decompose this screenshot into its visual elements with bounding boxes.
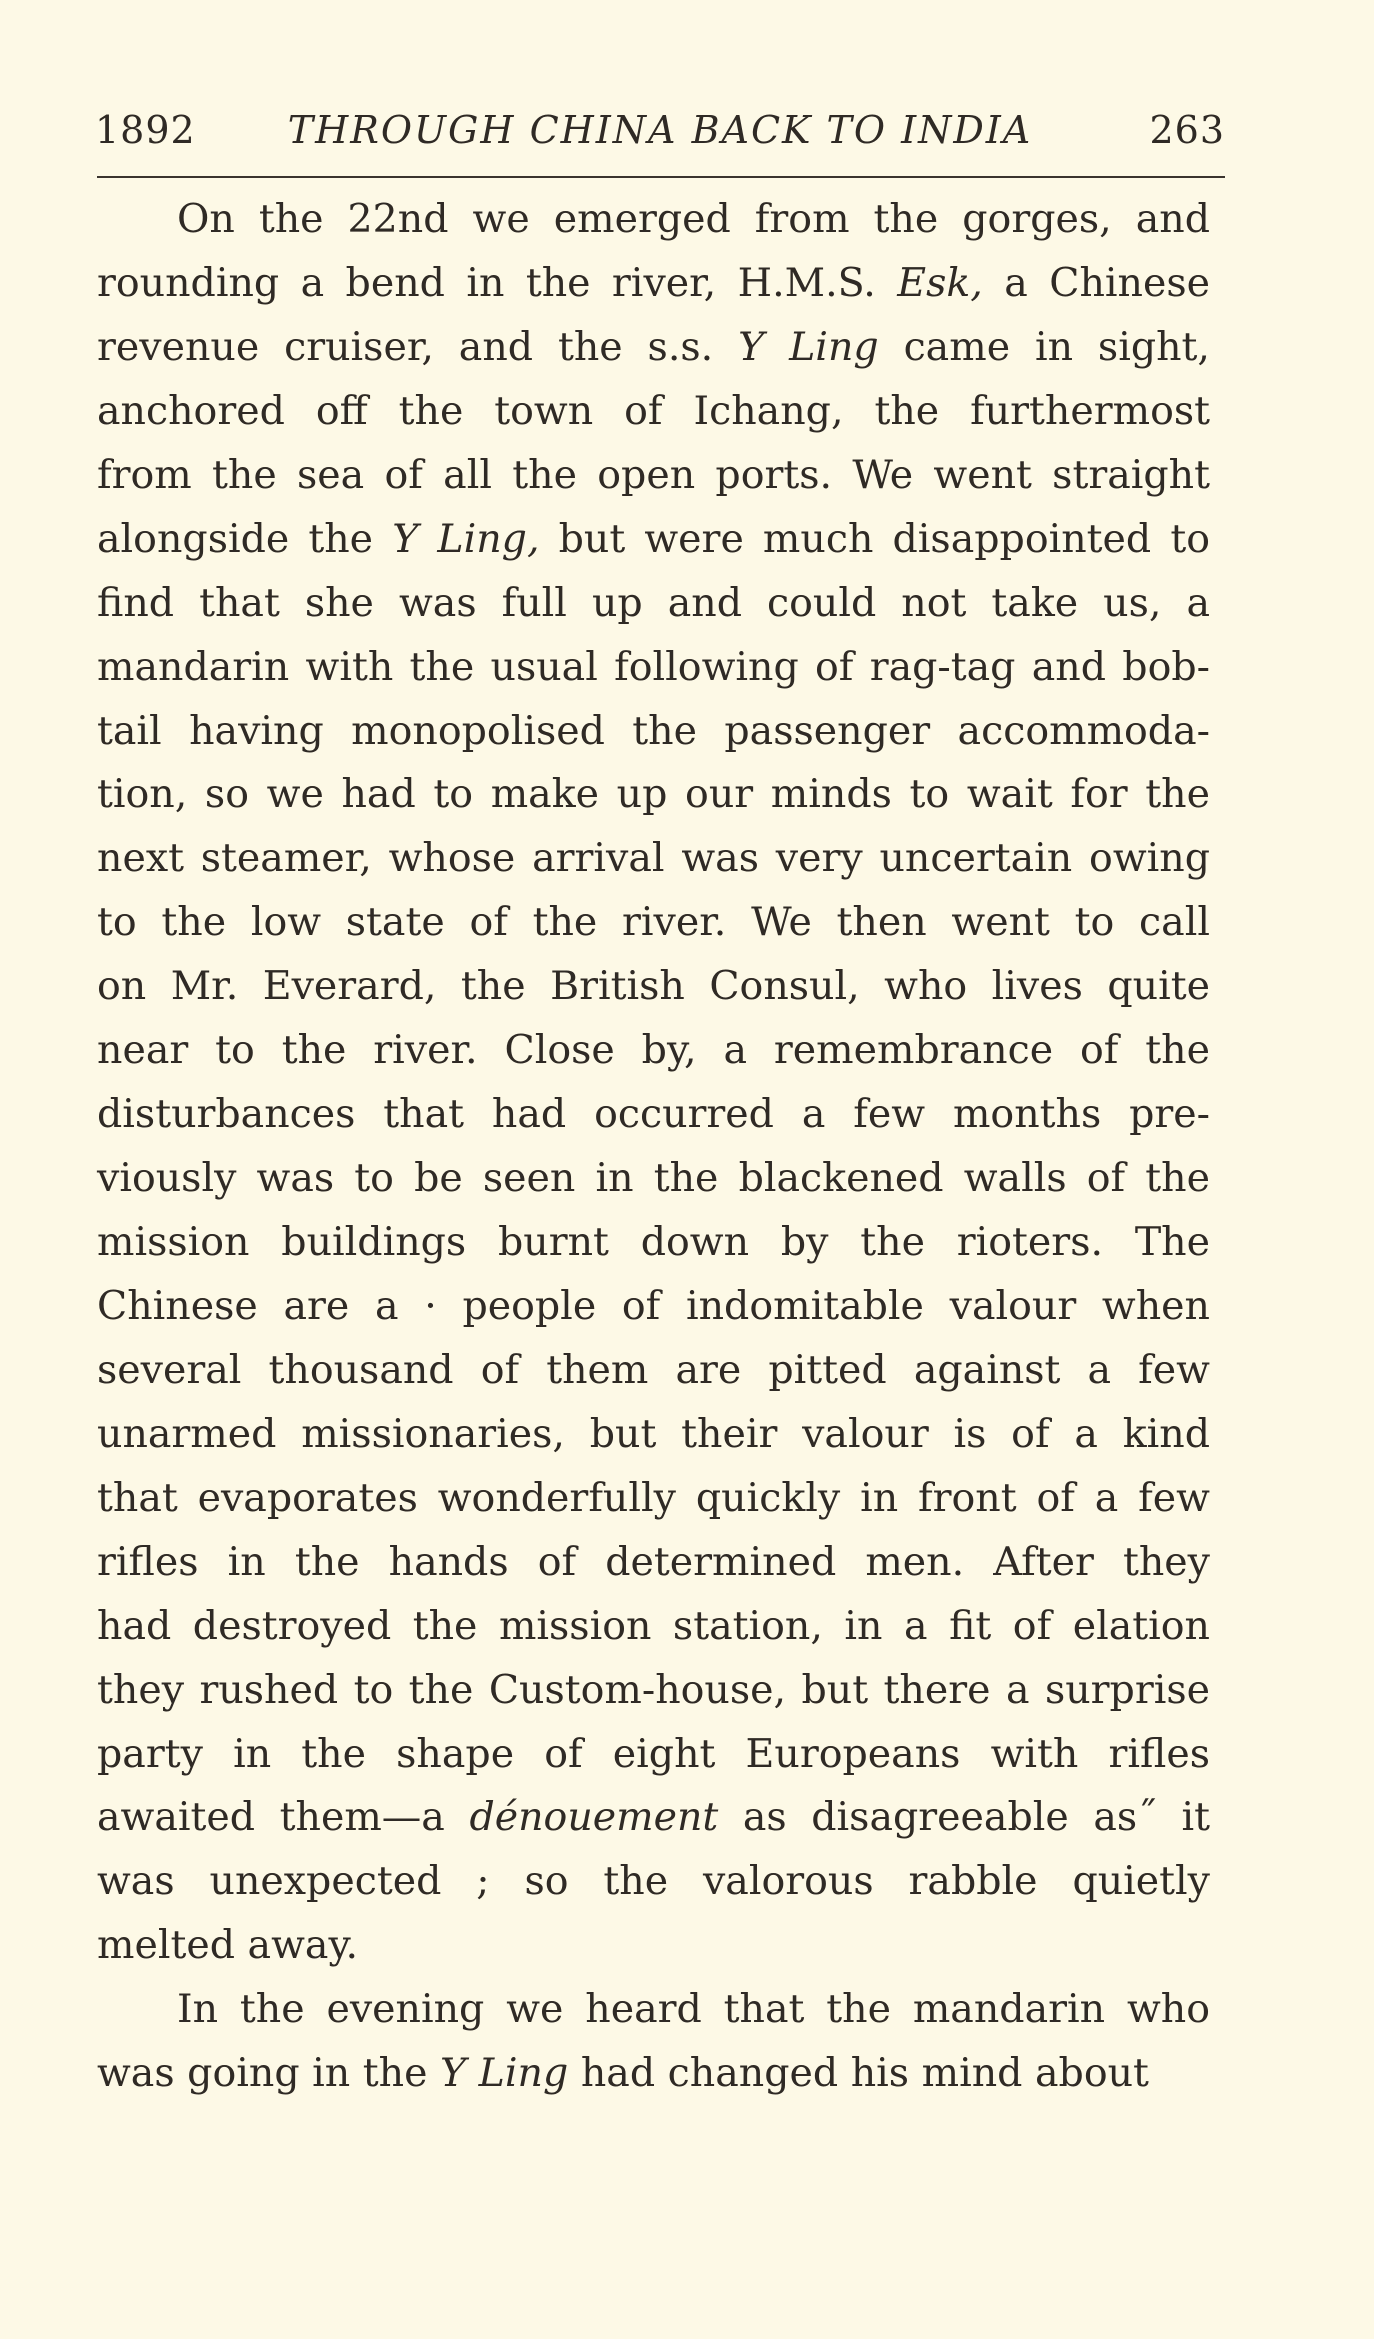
running-header — [95, 100, 1225, 160]
text-run: but were much disappointed to — [539, 515, 1210, 562]
header-year: 1892 — [95, 108, 196, 152]
paragraph-1-line — [97, 1850, 1210, 1914]
paragraph-1-line — [97, 508, 1210, 572]
paragraph-1-line — [97, 700, 1210, 764]
paragraph-1-line — [97, 955, 1210, 1019]
text-run: mission buildings burnt down by the rioters. The — [97, 1219, 1210, 1265]
text-run: near to the river. Close by, a remembrance of the — [97, 1027, 1210, 1074]
text-run: unarmed missionaries, but their valour is of a kind — [97, 1410, 1210, 1457]
text-run: had destroyed the mission station, in a fit of elation — [97, 1602, 1210, 1649]
text-run: came in sight, — [878, 323, 1210, 370]
paragraph-1-line — [97, 1914, 1210, 1978]
text-run: was unexpected ; so the valorous rabble quietly — [97, 1858, 1210, 1905]
page-number: 263 — [1149, 108, 1225, 152]
text-run: that evaporates wonderfully quickly in front of a few — [97, 1474, 1210, 1521]
text-run: awaited them—a — [97, 1794, 470, 1841]
text-run: they rushed to the Custom-house, but there a surprise — [97, 1666, 1210, 1713]
paragraph-1-line — [97, 1595, 1210, 1659]
text-run: tail having monopolised the passenger accommoda- — [97, 707, 1210, 754]
paragraph-1-line — [97, 1659, 1210, 1723]
paragraph-1-line — [97, 1531, 1210, 1595]
italic-text-run: Esk, — [897, 259, 983, 306]
paragraph-1-line — [97, 1403, 1210, 1467]
paragraph-1-line — [97, 891, 1210, 955]
text-run: melted away. — [97, 1922, 359, 1969]
text-run: rounding a bend in the river, H.M.S. — [97, 259, 898, 306]
paragraph-1-line — [97, 1467, 1210, 1531]
paragraph-1-line — [97, 1723, 1210, 1787]
paragraph-1-line — [97, 827, 1210, 891]
text-run: anchored off the town of Ichang, the furthermost — [97, 387, 1210, 434]
text-run: a Chinese — [982, 259, 1210, 306]
paragraph-1-line — [97, 636, 1210, 700]
paragraph-1-line — [97, 1083, 1210, 1147]
text-run: In the evening we heard that the mandarin who — [177, 1986, 1210, 2033]
text-run: party in the shape of eight Europeans with rifles — [97, 1730, 1210, 1777]
paragraph-1-line — [97, 188, 1210, 252]
text-run: was going in the — [97, 2050, 441, 2097]
text-run: on Mr. Everard, the British Consul, who lives quite — [97, 963, 1210, 1010]
paragraph-1-line — [97, 763, 1210, 827]
text-run: mandarin with the usual following of rag-tag and bob- — [97, 643, 1210, 690]
text-run: viously was to be seen in the blackened walls of the — [97, 1155, 1210, 1202]
paragraph-1-line — [97, 1211, 1210, 1275]
text-run: from the sea of all the open ports. We went straight — [97, 451, 1210, 498]
text-run: rifles in the hands of determined men. After they — [97, 1538, 1210, 1585]
paragraph-1-line — [97, 380, 1210, 444]
text-run: Chinese are a · people of indomitable valour when — [97, 1282, 1210, 1329]
paragraph-1-line — [97, 1147, 1210, 1211]
text-run: several thousand of them are pitted against a few — [97, 1346, 1210, 1393]
header-rule — [97, 176, 1225, 178]
text-run: to the low state of the river. We then went to call — [97, 899, 1210, 946]
paragraph-1-line — [97, 444, 1210, 508]
paragraph-1-line — [97, 316, 1210, 380]
italic-text-run: dénouement — [469, 1794, 719, 1841]
text-run: as disagreeable as˝ it — [718, 1794, 1210, 1841]
italic-text-run: Y Ling — [440, 2050, 569, 2097]
paragraph-2-line — [97, 1978, 1210, 2042]
italic-text-run: Y Ling — [738, 323, 879, 370]
italic-text-run: Y Ling, — [392, 515, 540, 562]
header-title: THROUGH CHINA BACK TO INDIA — [287, 108, 1033, 152]
body-text — [97, 188, 1210, 2106]
paragraph-1-line — [97, 1275, 1210, 1339]
text-run: find that she was full up and could not take us, a — [97, 579, 1210, 626]
paragraph-1-line — [97, 252, 1210, 316]
text-run: disturbances that had occurred a few months pre- — [97, 1091, 1210, 1138]
text-run: next steamer, whose arrival was very uncertain owing — [97, 835, 1210, 882]
text-run: tion, so we had to make up our minds to wait for the — [97, 771, 1210, 818]
text-run: had changed his mind about — [568, 2050, 1149, 2097]
text-run: alongside the — [97, 515, 393, 562]
text-run: revenue cruiser, and the s.s. — [97, 323, 739, 370]
paragraph-2-line — [97, 2042, 1210, 2106]
paragraph-1-line — [97, 1019, 1210, 1083]
paragraph-1-line — [97, 572, 1210, 636]
text-run: On the 22nd we emerged from the gorges, and — [177, 196, 1210, 242]
paragraph-1-line — [97, 1339, 1210, 1403]
paragraph-1-line — [97, 1786, 1210, 1850]
